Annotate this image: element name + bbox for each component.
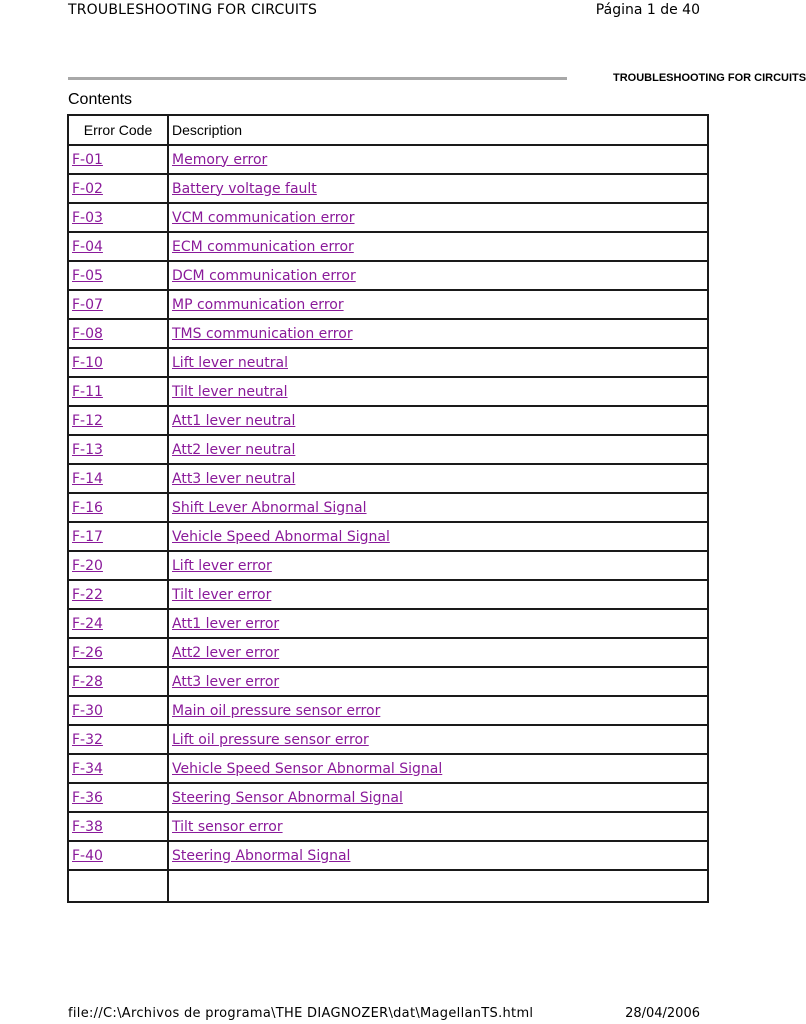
table-row (68, 812, 708, 841)
error-code-link[interactable]: F-34 (72, 760, 103, 777)
description-link[interactable]: MP communication error (172, 296, 344, 313)
description-cell (168, 377, 708, 406)
error-code-link[interactable]: F-05 (72, 267, 103, 284)
error-code-link[interactable]: F-13 (72, 441, 103, 458)
description-cell (168, 638, 708, 667)
error-code-link[interactable]: F-12 (72, 412, 103, 429)
error-code-link[interactable]: F-40 (72, 847, 103, 864)
error-code-cell (68, 754, 168, 783)
description-link[interactable]: Shift Lever Abnormal Signal (172, 499, 367, 516)
error-code-cell (68, 348, 168, 377)
description-cell (168, 261, 708, 290)
description-link[interactable]: VCM communication error (172, 209, 355, 226)
description-link[interactable]: Att1 lever neutral (172, 412, 296, 429)
error-code-link[interactable]: F-02 (72, 180, 103, 197)
error-code-link[interactable]: F-04 (72, 238, 103, 255)
error-code-cell (68, 406, 168, 435)
page-footer-path: file://C:\Archivos de programa\THE DIAGNOZER\dat\MagellanTS.html (68, 1006, 534, 1021)
error-code-cell (68, 812, 168, 841)
contents-table-container (67, 114, 700, 954)
description-cell (168, 812, 708, 841)
error-code-link[interactable]: F-16 (72, 499, 103, 516)
description-link[interactable]: Att2 lever neutral (172, 441, 296, 458)
error-code-cell (68, 435, 168, 464)
error-code-link[interactable]: F-20 (72, 557, 103, 574)
description-link[interactable]: Att3 lever error (172, 673, 280, 690)
description-cell (168, 203, 708, 232)
table-row (68, 754, 708, 783)
error-code-cell (68, 580, 168, 609)
description-cell (168, 232, 708, 261)
table-row (68, 145, 708, 174)
table-row (68, 783, 708, 812)
table-row (68, 493, 708, 522)
error-code-cell (68, 551, 168, 580)
table-row (68, 203, 708, 232)
description-cell (168, 290, 708, 319)
table-row (68, 319, 708, 348)
error-code-cell (68, 174, 168, 203)
empty-cell (168, 870, 708, 902)
column-header-error-code: Error Code (68, 115, 168, 145)
description-cell (168, 435, 708, 464)
error-code-link[interactable]: F-17 (72, 528, 103, 545)
table-row (68, 348, 708, 377)
error-code-link[interactable]: F-07 (72, 296, 103, 313)
description-link[interactable]: DCM communication error (172, 267, 356, 284)
error-code-link[interactable]: F-01 (72, 151, 103, 168)
description-link[interactable]: Steering Abnormal Signal (172, 847, 351, 864)
page-footer-date: 28/04/2006 (625, 1006, 700, 1021)
description-link[interactable]: Lift lever neutral (172, 354, 288, 371)
table-row (68, 261, 708, 290)
horizontal-rule (68, 77, 567, 80)
description-cell (168, 696, 708, 725)
error-code-link[interactable]: F-11 (72, 383, 103, 400)
table-row (68, 377, 708, 406)
description-link[interactable]: Steering Sensor Abnormal Signal (172, 789, 403, 806)
table-row (68, 609, 708, 638)
description-cell (168, 841, 708, 870)
error-code-link[interactable]: F-38 (72, 818, 103, 835)
error-code-cell (68, 841, 168, 870)
document-banner: TROUBLESHOOTING FOR CIRCUITS (613, 72, 806, 84)
description-link[interactable]: Att2 lever error (172, 644, 280, 661)
error-code-cell (68, 261, 168, 290)
table-row (68, 667, 708, 696)
error-code-link[interactable]: F-30 (72, 702, 103, 719)
description-link[interactable]: ECM communication error (172, 238, 354, 255)
table-row (68, 406, 708, 435)
description-cell (168, 319, 708, 348)
description-cell (168, 493, 708, 522)
description-link[interactable]: Att1 lever error (172, 615, 280, 632)
description-cell (168, 580, 708, 609)
error-code-cell (68, 667, 168, 696)
error-code-link[interactable]: F-32 (72, 731, 103, 748)
error-code-cell (68, 203, 168, 232)
error-code-link[interactable]: F-03 (72, 209, 103, 226)
table-header-row (68, 115, 708, 145)
description-link[interactable]: Memory error (172, 151, 268, 168)
description-link[interactable]: Lift oil pressure sensor error (172, 731, 369, 748)
description-link[interactable]: Tilt sensor error (172, 818, 283, 835)
page-number: Página 1 de 40 (595, 2, 700, 18)
description-cell (168, 667, 708, 696)
error-code-link[interactable]: F-24 (72, 615, 103, 632)
description-cell (168, 406, 708, 435)
description-link[interactable]: Vehicle Speed Sensor Abnormal Signal (172, 760, 443, 777)
error-code-cell (68, 464, 168, 493)
description-link[interactable]: Main oil pressure sensor error (172, 702, 381, 719)
error-code-cell (68, 290, 168, 319)
error-code-link[interactable]: F-14 (72, 470, 103, 487)
table-row (68, 580, 708, 609)
error-code-cell (68, 522, 168, 551)
description-cell (168, 174, 708, 203)
error-code-link[interactable]: F-28 (72, 673, 103, 690)
table-row (68, 696, 708, 725)
description-cell (168, 145, 708, 174)
error-code-cell (68, 232, 168, 261)
error-code-cell (68, 493, 168, 522)
table-row (68, 435, 708, 464)
error-code-link[interactable]: F-10 (72, 354, 103, 371)
table-row (68, 464, 708, 493)
error-code-cell (68, 377, 168, 406)
table-row (68, 841, 708, 870)
table-body (68, 145, 708, 902)
description-link[interactable]: Lift lever error (172, 557, 272, 574)
error-code-cell (68, 725, 168, 754)
description-cell (168, 783, 708, 812)
description-cell (168, 609, 708, 638)
error-code-cell (68, 319, 168, 348)
description-link[interactable]: Vehicle Speed Abnormal Signal (172, 528, 390, 545)
description-cell (168, 725, 708, 754)
description-link[interactable]: Tilt lever neutral (172, 383, 288, 400)
description-link[interactable]: TMS communication error (172, 325, 353, 342)
description-cell (168, 551, 708, 580)
error-code-cell (68, 638, 168, 667)
table-row (68, 638, 708, 667)
empty-row (68, 870, 708, 902)
table-row (68, 522, 708, 551)
error-code-link[interactable]: F-08 (72, 325, 103, 342)
page-header-title: TROUBLESHOOTING FOR CIRCUITS (68, 2, 318, 18)
table-row (68, 551, 708, 580)
error-code-link[interactable]: F-22 (72, 586, 103, 603)
table-row (68, 232, 708, 261)
description-cell (168, 522, 708, 551)
table-row (68, 725, 708, 754)
table-row (68, 290, 708, 319)
description-cell (168, 754, 708, 783)
description-link[interactable]: Battery voltage fault (172, 180, 317, 197)
error-code-cell (68, 696, 168, 725)
column-header-description: Description (168, 115, 708, 145)
description-link[interactable]: Tilt lever error (172, 586, 272, 603)
contents-table (67, 114, 709, 903)
error-code-cell (68, 145, 168, 174)
error-code-cell (68, 783, 168, 812)
error-code-link[interactable]: F-26 (72, 644, 103, 661)
table-row (68, 174, 708, 203)
description-cell (168, 348, 708, 377)
contents-heading: Contents (68, 91, 133, 108)
error-code-link[interactable]: F-36 (72, 789, 103, 806)
empty-cell (68, 870, 168, 902)
error-code-cell (68, 609, 168, 638)
description-link[interactable]: Att3 lever neutral (172, 470, 296, 487)
description-cell (168, 464, 708, 493)
